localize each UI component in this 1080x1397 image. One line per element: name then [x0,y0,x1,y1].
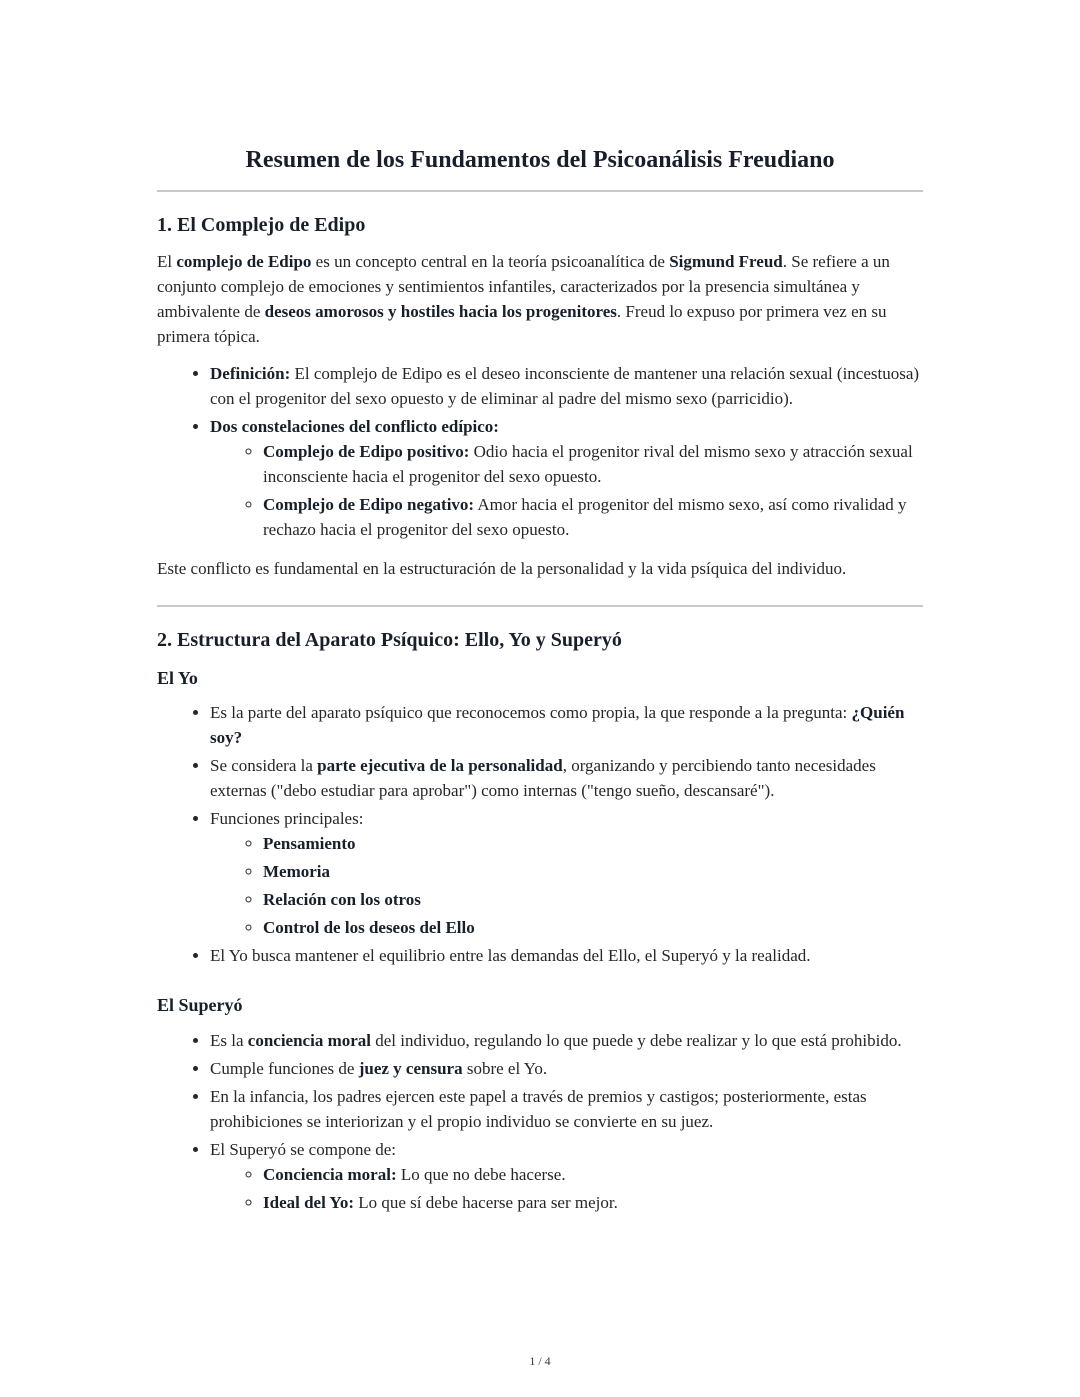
list-item [210,1056,923,1081]
list-item-text: Pensamiento [263,834,356,854]
list-item-text: Ideal del Yo: Lo que sí debe hacerse para ser mejor. [263,1192,618,1212]
section-1-heading: 1. El Complejo de Edipo [157,214,366,236]
list-item-text: El Yo busca mantener el equilibrio entre las demandas del Ello, el Superyó y la realidad. [210,946,811,966]
section-1-outro-paragraph: Este conflicto es fundamental en la estructuración de la personalidad y la vida psíquica del individuo. [157,559,847,578]
section-divider [157,605,923,607]
list-item-text: Funciones principales: [210,809,364,829]
sub-list [210,831,923,940]
list-item-text: Dos constelaciones del conflicto edípico: [210,417,499,436]
sub-list [210,439,923,542]
page-number: 1 / 4 [529,1354,551,1368]
list-item-text: Es la parte del aparato psíquico que reconocemos como propia, la que responde a la pregunta: ¿Quién soy? [210,703,905,748]
list-item-text: Complejo de Edipo positivo: Odio hacia el progenitor rival del mismo sexo y atracción sexual inconsciente hacia el progenitor del sexo opuesto. [263,442,913,486]
sub-list-item [263,915,923,940]
list-item-text: Definición: El complejo de Edipo es el deseo inconsciente de mantener una relación sexual (incestuosa) con el progenitor del sexo opuesto y de eliminar al padre del mismo sexo (parricidio). [210,364,920,408]
list-item-text: Control de los deseos del Ello [263,918,475,938]
subsection-el-yo-heading: El Yo [157,668,198,688]
list-item-text: Se considera la parte ejecutiva de la personalidad, organizando y percibiendo tanto necesidades externas ("debo estudiar para aprobar") como internas ("tengo sueño, descansaré"). [210,756,876,801]
list-item [210,753,923,803]
list-item-text: Memoria [263,862,331,882]
list-item-text: Es la conciencia moral del individuo, regulando lo que puede y debe realizar y lo que está prohibido. [210,1030,902,1050]
list-item-text: En la infancia, los padres ejercen este papel a través de premios y castigos; posteriormente, estas prohibiciones se interiorizan y el propio individuo se convierte en su juez. [210,1086,867,1131]
sub-list-item [263,859,923,884]
sub-list-item [263,492,923,542]
sub-list-item [263,1162,923,1187]
el-superyo-list [157,1028,923,1215]
section-1-intro-paragraph: El complejo de Edipo es un concepto central en la teoría psicoanalítica de Sigmund Freud. Se refiere a un conjunto complejo de emociones y sentimientos infantiles, caracterizados por la presencia simultánea y ambivalente de deseos amorosos y hostiles hacia los progenitores. Freud lo expuso por primera vez en su primera tópica. [157,252,890,346]
list-item-text: Complejo de Edipo negativo: Amor hacia el progenitor del mismo sexo, así como rivalidad y rechazo hacia el progenitor del sexo opuesto. [263,495,907,539]
list-item-text: Relación con los otros [263,890,421,910]
list-item [210,361,923,411]
list-item [210,806,923,940]
sub-list-item [263,439,923,489]
sub-list-item [263,1190,923,1215]
list-item-text: El Superyó se compone de: [210,1139,397,1159]
title-divider [157,190,923,192]
section-2-heading: 2. Estructura del Aparato Psíquico: Ello, Yo y Superyó [157,629,622,651]
sub-list [210,1162,923,1215]
list-item-text: Cumple funciones de juez y censura sobre el Yo. [210,1058,548,1078]
list-item [210,1137,923,1215]
document-title: Resumen de los Fundamentos del Psicoanálisis Freudiano [245,147,835,173]
section-1-list [157,361,923,542]
list-item [210,414,923,542]
list-item [210,700,923,750]
list-item [210,943,923,968]
list-item [210,1028,923,1053]
list-item [210,1084,923,1134]
el-yo-list [157,700,923,968]
subsection-el-superyo-heading: El Superyó [157,995,243,1016]
list-item-text: Conciencia moral: Lo que no debe hacerse. [263,1164,566,1184]
sub-list-item [263,831,923,856]
sub-list-item [263,887,923,912]
